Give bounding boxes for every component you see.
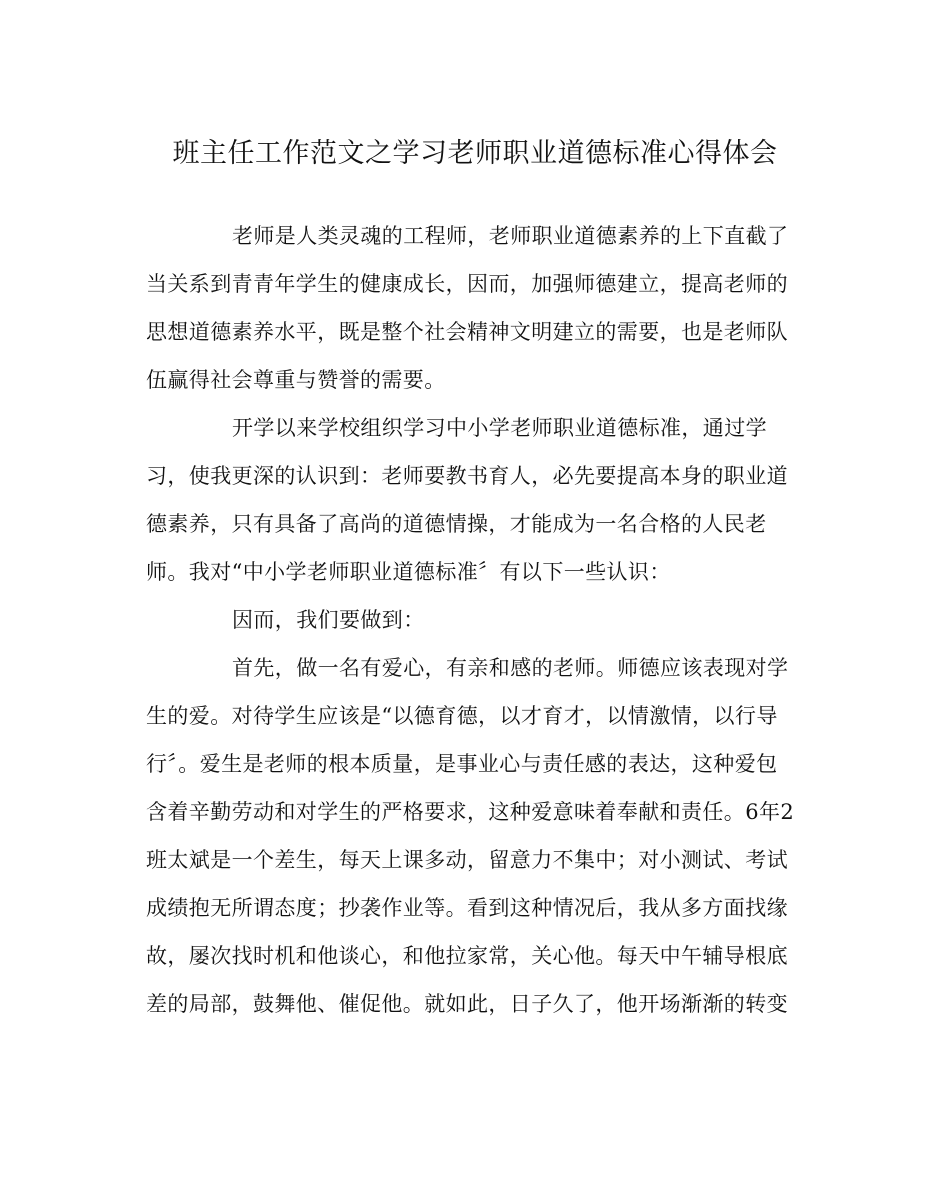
paragraph-line: 含着辛勤劳动和对学生的严格要求，这种爱意味着奉献和责任。6年2 xyxy=(146,800,795,824)
paragraph-line: 习，使我更深的认识到：老师要教书育人，必先要提高本身的职业道 xyxy=(146,464,788,488)
paragraph-line: 首先，做一名有爱心，有亲和感的老师。师德应该表现对学 xyxy=(232,656,789,680)
paragraph-line: 因而，我们要做到： xyxy=(232,608,425,632)
paragraph-line: 行〞。爱生是老师的根本质量，是事业心与责任感的表达，这种爱包 xyxy=(146,752,778,776)
paragraph-line: 差的局部，鼓舞他、催促他。就如此，日子久了，他开场渐渐的转变 xyxy=(146,992,788,1016)
paragraph-line: 德素养，只有具备了高尚的道德情操，才能成为一名合格的人民老 xyxy=(146,512,767,536)
document-body xyxy=(146,212,806,1028)
paragraph-line: 当关系到青青年学生的健康成长，因而，加强师德建立，提高老师的 xyxy=(146,272,788,296)
paragraph-line: 班太斌是一个差生，每天上课多动，留意力不集中；对小测试、考试 xyxy=(146,848,788,872)
paragraph-line: 伍赢得社会尊重与赞誉的需要。 xyxy=(146,368,446,392)
paragraph-line: 生的爱。对待学生应该是“以德育德，以才育才，以情激情，以行导 xyxy=(146,704,778,728)
paragraph-line: 思想道德素养水平，既是整个社会精神文明建立的需要，也是老师队 xyxy=(146,320,788,344)
paragraph-line: 成绩抱无所谓态度；抄袭作业等。看到这种情况后，我从多方面找缘 xyxy=(146,896,788,920)
paragraph-line: 故，屡次找时机和他谈心，和他拉家常，关心他。每天中午辅导根底 xyxy=(146,944,788,968)
paragraph-line: 老师是人类灵魂的工程师，老师职业道德素养的上下直截了 xyxy=(232,224,789,248)
paragraph-line: 师。我对“中小学老师职业道德标准〞有以下一些认识： xyxy=(146,560,671,584)
paragraph-line: 开学以来学校组织学习中小学老师职业道德标准，通过学 xyxy=(232,416,767,440)
document-title: 班主任工作范文之学习老师职业道德标准心得体会 xyxy=(172,138,778,169)
